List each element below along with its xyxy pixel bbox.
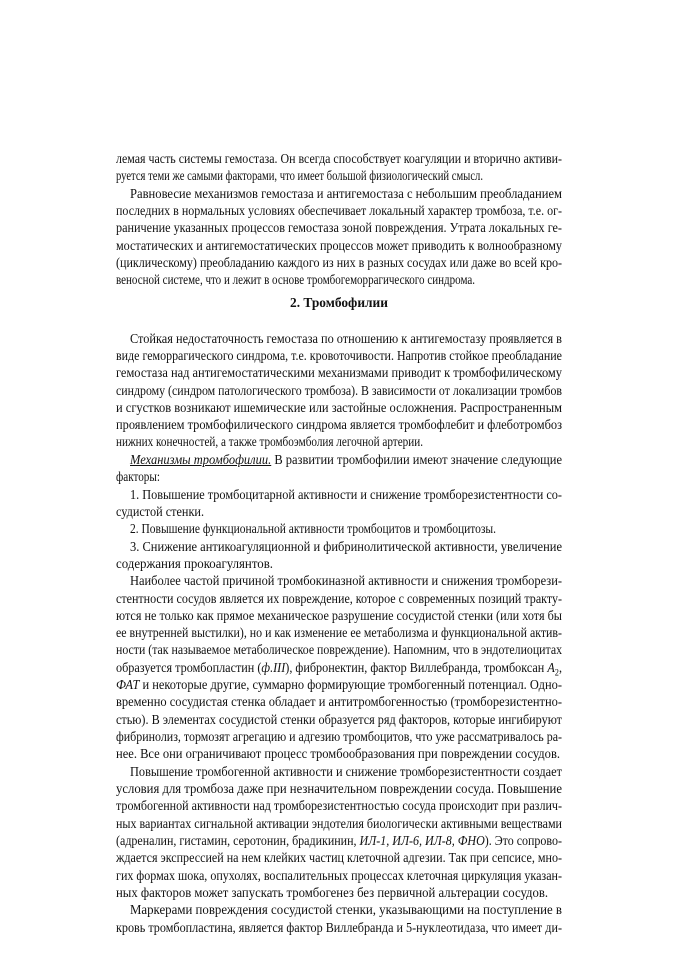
text-line: тромбогенной активности над тромборезистентностью сосуда происходит при различ- bbox=[116, 798, 562, 813]
text-line: условия для тромбоза даже при незначительном повреждении сосуда. Повышение bbox=[116, 781, 562, 796]
list-item: 3. Снижение антикоагуляционной и фибринолитической активности, увеличение bbox=[130, 539, 562, 554]
text-line: синдрому (синдром патологического тромбоза). В зависимости от локализации тромбов bbox=[116, 383, 562, 398]
text-line: фибринолиз, тормозят агрегацию и адгезию тромбоцитов, что уже рассматривалось ра- bbox=[116, 729, 562, 744]
text-line: виде геморрагического синдрома, т.е. кровоточивости. Напротив стойкое преобладание bbox=[116, 348, 562, 363]
list-item: 1. Повышение тромбоцитарной активности и снижение тромборезистентности со- bbox=[130, 487, 562, 502]
text-line: Маркерами повреждения сосудистой стенки, указывающими на поступление в bbox=[130, 902, 562, 917]
text-line: ются не только как прямое механическое разрушение сосудистой стенки (или хотя бы bbox=[116, 608, 562, 623]
text-line: Стойкая недостаточность гемостаза по отношению к антигемостазу проявляется в bbox=[130, 331, 562, 346]
text-line: веносной системе, что и лежит в основе тромбогеморрагического синдрома. bbox=[116, 272, 475, 287]
text-line: образуется тромбопластин (ф.III), фибронектин, фактор Виллебранда, тромбоксан $A_2$, bbox=[116, 660, 562, 678]
mechanisms-term: Механизмы тромбофилии. bbox=[130, 452, 272, 467]
text-line: проявлением тромбофилического синдрома является тромбофлебит и флеботромбоз bbox=[116, 417, 562, 432]
text-line: и сгустков возникают ишемические или застойные осложнения. Распространенным bbox=[116, 400, 562, 415]
list-item: содержания прокоагулянтов. bbox=[116, 556, 273, 571]
text-line: руется теми же самыми факторами, что имеет большой физиологический смысл. bbox=[116, 168, 483, 183]
text-line: ности (так называемое метаболическое повреждение). Напомним, что в эндотелиоцитах bbox=[116, 642, 562, 657]
text-line: гих формах шока, опухолях, воспалительных процессах клеточная циркуляция указан- bbox=[116, 868, 562, 883]
text-line: (адреналин, гистамин, серотонин, брадикинин, ИЛ-1, ИЛ-6, ИЛ-8, ФНО). Это сопрово- bbox=[116, 833, 562, 848]
text-line: стью). В элементах сосудистой стенки образуется ряд факторов, которые ингибируют bbox=[116, 712, 562, 727]
text-line: ждается экспрессией на нем клейких частиц клеточной адгезии. Так при сепсисе, мно- bbox=[116, 850, 562, 865]
text-line: ных вариантах сигнальной активации эндотелия биологически активными веществами bbox=[116, 816, 562, 831]
text-line: кровь тромбопластина, является фактор Виллебранда и 5-нуклеотидаза, что имеет ди- bbox=[116, 920, 562, 935]
text-line: Повышение тромбогенной активности и снижение тромборезистентности создает bbox=[130, 764, 562, 779]
list-item: судистой стенки. bbox=[116, 504, 204, 519]
text-line: временно сосудистая стенка обладает и антитромбогенностью (тромборезистентно- bbox=[116, 694, 562, 709]
text-line: мостатических и антигемостатических процессов может приводить к волнообразному bbox=[116, 238, 562, 253]
text-line: Механизмы тромбофилии. В развитии тромбофилии имеют значение следующие bbox=[130, 452, 562, 467]
text-line: нее. Все они ограничивают процесс тромбообразования при повреждении сосудов. bbox=[116, 746, 560, 761]
text-line: последних в нормальных условиях обеспечивает локальный характер тромбоза, т.е. ог- bbox=[116, 203, 562, 218]
list-item: 2. Повышение функциональной активности тромбоцитов и тромбоцитозы. bbox=[130, 521, 496, 536]
text-line: нижних конечностей, а также тромбоэмболия легочной артерии. bbox=[116, 434, 423, 449]
text-line: раничение указанных процессов гемостаза зоной повреждения. Утрата локальных ге- bbox=[116, 220, 562, 235]
text-line: факторы: bbox=[116, 469, 160, 484]
text-line: ее внутренней выстилки), но и как изменение ее метаболизма и функциональной актив- bbox=[116, 625, 562, 640]
section-heading: 2. Тромбофилии bbox=[290, 295, 388, 310]
text-line: ФАТ и некоторые другие, суммарно формирующие тромбогенный потенциал. Одно- bbox=[116, 677, 562, 692]
text-line: Наиболее частой причиной тромбокиназной активности и снижения тромборези- bbox=[130, 573, 562, 588]
text-line: ных факторов может запускать тромбогенез без первичной альтерации сосудов. bbox=[116, 885, 548, 900]
text-line: стентности сосудов является их повреждение, которое с современных позиций тракту- bbox=[116, 591, 562, 606]
text-line: гемостаза над антигемостатическими механизмами приводит к тромбофилическому bbox=[116, 365, 562, 380]
text-line: лемая часть системы гемостаза. Он всегда способствует коагуляции и вторично активи- bbox=[116, 151, 562, 166]
text-line: Равновесие механизмов гемостаза и антигемостаза с небольшим преобладанием bbox=[130, 186, 562, 201]
text-line: (циклическому) преобладанию каждого из них в разных сосудах или даже во всей кро- bbox=[116, 255, 562, 270]
